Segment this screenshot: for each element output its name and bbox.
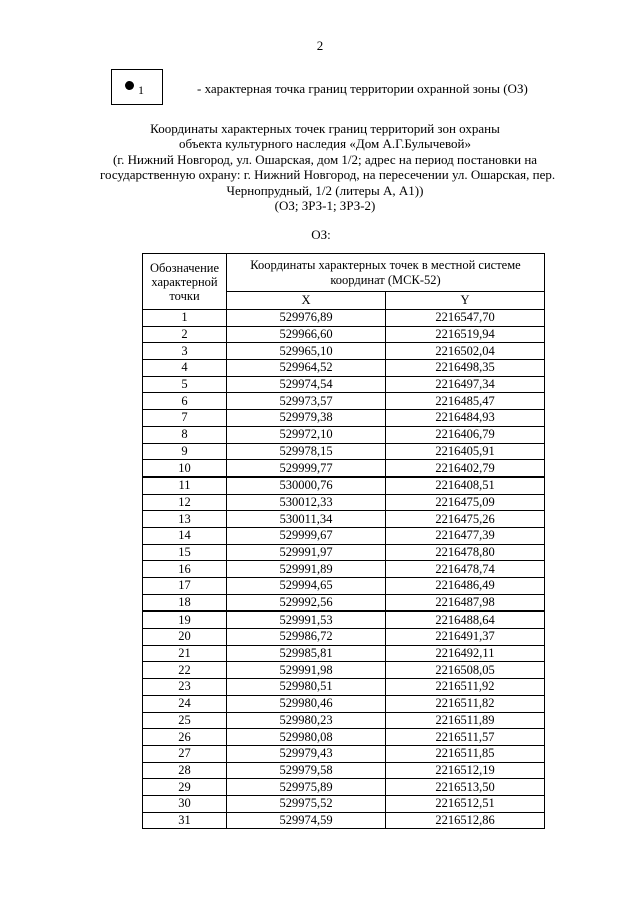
table-row (143, 762, 545, 779)
point-number-cell: 25 (143, 712, 227, 729)
y-coordinate-cell: 2216402,79 (386, 460, 545, 477)
x-coordinate-cell: 529994,65 (227, 578, 386, 595)
x-coordinate-cell: 529974,59 (227, 812, 386, 829)
point-number-cell: 8 (143, 426, 227, 443)
table-row (143, 645, 545, 662)
point-number-cell: 7 (143, 410, 227, 427)
point-number-cell: 23 (143, 679, 227, 696)
point-number-cell: 5 (143, 376, 227, 393)
y-coordinate-cell: 2216488,64 (386, 611, 545, 628)
heading-line: объекта культурного наследия «Дом А.Г.Булычевой» (178, 136, 472, 152)
x-coordinate-cell: 529965,10 (227, 343, 386, 360)
x-coordinate-cell: 529991,98 (227, 662, 386, 679)
y-coordinate-cell: 2216491,37 (386, 629, 545, 646)
y-coordinate-cell: 2216405,91 (386, 443, 545, 460)
point-number-cell: 26 (143, 729, 227, 746)
table-row (143, 393, 545, 410)
point-number-cell: 27 (143, 745, 227, 762)
table-row (143, 494, 545, 511)
table-row (143, 679, 545, 696)
table-row (143, 712, 545, 729)
point-number-cell: 30 (143, 795, 227, 812)
x-coordinate-cell: 530011,34 (227, 511, 386, 528)
table-row (143, 443, 545, 460)
y-coordinate-cell: 2216511,92 (386, 679, 545, 696)
y-coordinate-cell: 2216478,80 (386, 544, 545, 561)
header-y: Y (386, 292, 545, 310)
point-number-cell: 22 (143, 662, 227, 679)
y-coordinate-cell: 2216477,39 (386, 527, 545, 544)
point-number-cell: 13 (143, 511, 227, 528)
table-row (143, 527, 545, 544)
x-coordinate-cell: 529980,23 (227, 712, 386, 729)
x-coordinate-cell: 529979,58 (227, 762, 386, 779)
point-number-cell: 17 (143, 578, 227, 595)
table-row (143, 629, 545, 646)
x-coordinate-cell: 529980,46 (227, 695, 386, 712)
point-number-cell: 15 (143, 544, 227, 561)
document-heading (100, 121, 556, 214)
point-number-cell: 12 (143, 494, 227, 511)
header-point-designation: Обозначение характерной точки (143, 254, 227, 310)
x-coordinate-cell: 530000,76 (227, 477, 386, 494)
table-row (143, 695, 545, 712)
y-coordinate-cell: 2216511,82 (386, 695, 545, 712)
point-number-cell: 2 (143, 326, 227, 343)
x-coordinate-cell: 529975,52 (227, 795, 386, 812)
table-row (143, 729, 545, 746)
y-coordinate-cell: 2216508,05 (386, 662, 545, 679)
y-coordinate-cell: 2216492,11 (386, 645, 545, 662)
table-row (143, 460, 545, 477)
point-number-cell: 1 (143, 310, 227, 327)
x-coordinate-cell: 529964,52 (227, 360, 386, 377)
coordinates-table-body (143, 310, 545, 829)
y-coordinate-cell: 2216513,50 (386, 779, 545, 796)
point-number-cell: 9 (143, 443, 227, 460)
y-coordinate-cell: 2216547,70 (386, 310, 545, 327)
point-number-cell: 24 (143, 695, 227, 712)
y-coordinate-cell: 2216511,57 (386, 729, 545, 746)
x-coordinate-cell: 529980,08 (227, 729, 386, 746)
y-coordinate-cell: 2216502,04 (386, 343, 545, 360)
table-row (143, 511, 545, 528)
heading-line: Чернопрудный, 1/2 (литеры А, А1)) (226, 182, 424, 198)
table-row (143, 594, 545, 611)
y-coordinate-cell: 2216475,26 (386, 511, 545, 528)
point-number-cell: 16 (143, 561, 227, 578)
heading-line: Координаты характерных точек границ территорий зон охраны (150, 121, 500, 136)
heading-line: государственную охрану: г. Нижний Новгород, на пересечении ул. Ошарская, пер. (100, 167, 556, 183)
x-coordinate-cell: 529991,97 (227, 544, 386, 561)
table-row (143, 310, 545, 327)
table-row (143, 662, 545, 679)
y-coordinate-cell: 2216498,35 (386, 360, 545, 377)
point-number-cell: 28 (143, 762, 227, 779)
point-number-cell: 14 (143, 527, 227, 544)
table-row (143, 795, 545, 812)
x-coordinate-cell: 529972,10 (227, 426, 386, 443)
table-row (143, 477, 545, 494)
point-number-cell: 31 (143, 812, 227, 829)
table-row (143, 544, 545, 561)
point-number-cell: 11 (143, 477, 227, 494)
y-coordinate-cell: 2216408,51 (386, 477, 545, 494)
table-row (143, 578, 545, 595)
table-row (143, 376, 545, 393)
table-row (143, 779, 545, 796)
coordinates-table (142, 253, 545, 829)
x-coordinate-cell: 529973,57 (227, 393, 386, 410)
y-coordinate-cell: 2216486,49 (386, 578, 545, 595)
point-number-cell: 6 (143, 393, 227, 410)
x-coordinate-cell: 529966,60 (227, 326, 386, 343)
heading-line: (ОЗ; ЗРЗ-1; ЗРЗ-2) (274, 198, 376, 214)
y-coordinate-cell: 2216497,34 (386, 376, 545, 393)
y-coordinate-cell: 2216512,19 (386, 762, 545, 779)
x-coordinate-cell: 529991,53 (227, 611, 386, 628)
heading-line: (г. Нижний Новгород, ул. Ошарская, дом 1/2; адрес на период постановки на (112, 151, 538, 167)
x-coordinate-cell: 529976,89 (227, 310, 386, 327)
y-coordinate-cell: 2216475,09 (386, 494, 545, 511)
point-number-cell: 21 (143, 645, 227, 662)
x-coordinate-cell: 529986,72 (227, 629, 386, 646)
header-x: X (227, 292, 386, 310)
x-coordinate-cell: 529979,38 (227, 410, 386, 427)
x-coordinate-cell: 529992,56 (227, 594, 386, 611)
point-number-cell: 10 (143, 460, 227, 477)
legend-symbol-number: 1 (138, 83, 144, 97)
y-coordinate-cell: 2216511,85 (386, 745, 545, 762)
table-row (143, 426, 545, 443)
x-coordinate-cell: 529980,51 (227, 679, 386, 696)
x-coordinate-cell: 529979,43 (227, 745, 386, 762)
point-number-cell: 19 (143, 611, 227, 628)
y-coordinate-cell: 2216512,86 (386, 812, 545, 829)
y-coordinate-cell: 2216487,98 (386, 594, 545, 611)
point-marker-icon (125, 81, 134, 90)
point-number-cell: 3 (143, 343, 227, 360)
page-number: 2 (316, 38, 324, 53)
x-coordinate-cell: 529999,67 (227, 527, 386, 544)
x-coordinate-cell: 530012,33 (227, 494, 386, 511)
table-row (143, 360, 545, 377)
y-coordinate-cell: 2216485,47 (386, 393, 545, 410)
x-coordinate-cell: 529978,15 (227, 443, 386, 460)
zone-label: ОЗ: (311, 227, 331, 242)
legend (111, 69, 640, 109)
table-row (143, 326, 545, 343)
y-coordinate-cell: 2216406,79 (386, 426, 545, 443)
legend-symbol-box (111, 69, 163, 105)
x-coordinate-cell: 529974,54 (227, 376, 386, 393)
x-coordinate-cell: 529999,77 (227, 460, 386, 477)
point-number-cell: 4 (143, 360, 227, 377)
point-number-cell: 29 (143, 779, 227, 796)
table-row (143, 745, 545, 762)
y-coordinate-cell: 2216511,89 (386, 712, 545, 729)
x-coordinate-cell: 529985,81 (227, 645, 386, 662)
x-coordinate-cell: 529975,89 (227, 779, 386, 796)
y-coordinate-cell: 2216478,74 (386, 561, 545, 578)
y-coordinate-cell: 2216484,93 (386, 410, 545, 427)
table-row (143, 410, 545, 427)
table-row (143, 343, 545, 360)
point-number-cell: 20 (143, 629, 227, 646)
legend-text: - характерная точка границ территории охранной зоны (ОЗ) (197, 81, 528, 96)
y-coordinate-cell: 2216519,94 (386, 326, 545, 343)
x-coordinate-cell: 529991,89 (227, 561, 386, 578)
table-row (143, 611, 545, 628)
table-row (143, 561, 545, 578)
header-coordinates-group: Координаты характерных точек в местной системе координат (МСК-52) (227, 254, 545, 292)
point-number-cell: 18 (143, 594, 227, 611)
y-coordinate-cell: 2216512,51 (386, 795, 545, 812)
table-row (143, 812, 545, 829)
